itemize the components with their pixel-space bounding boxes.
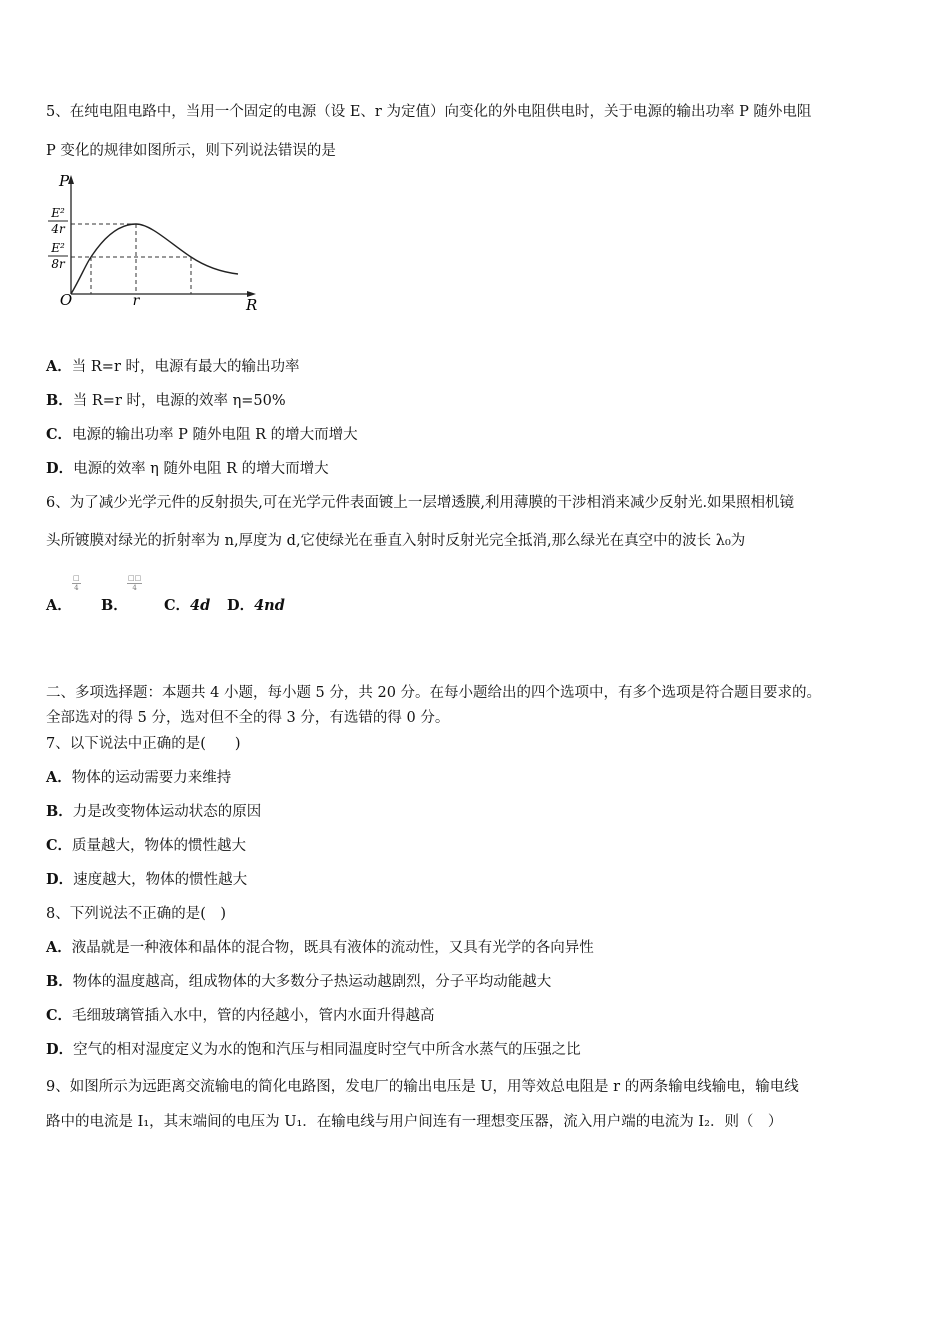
q9-stem-line2: 路中的电流是 I₁，其末端间的电压为 U₁．在输电线与用户间连有一理想变压器，流入用户端的电流为 I₂．则（ ） bbox=[46, 1114, 783, 1130]
q7-option-d: D．速度越大，物体的惯性越大 bbox=[46, 871, 248, 888]
y-axis-label: P bbox=[58, 172, 70, 190]
option-text: 电源的输出功率 P 随外电阻 R 的增大而增大 bbox=[72, 427, 358, 443]
q8-option-a: A．液晶就是一种液体和晶体的混合物，既具有液体的流动性，又具有光学的各向异性 bbox=[46, 939, 594, 956]
q6-option-b-fraction: □□ 4 bbox=[128, 574, 142, 592]
section2-heading-line1: 二、多项选择题：本题共 4 小题，每小题 5 分，共 20 分。在每小题给出的四个选项中，有多个选项是符合题目要求的。 bbox=[46, 685, 822, 701]
q8-option-b: B．物体的温度越高，组成物体的大多数分子热运动越剧烈，分子平均动能越大 bbox=[46, 973, 552, 990]
q6-option-a-label: A． bbox=[46, 597, 72, 614]
q8-option-d: D．空气的相对湿度定义为水的饱和汽压与相同温度时空气中所含水蒸气的压强之比 bbox=[46, 1041, 581, 1058]
q6-option-a-fraction: □ 4 bbox=[73, 574, 80, 592]
q5-stem-line2: P 变化的规律如图所示，则下列说法错误的是 bbox=[46, 143, 336, 159]
q7-option-b: B．力是改变物体运动状态的原因 bbox=[46, 803, 262, 820]
y-tick-high-den: 4r bbox=[51, 222, 65, 236]
q5-option-a bbox=[46, 358, 299, 376]
q6-option-b-label: B． bbox=[101, 597, 128, 614]
option-label: B． bbox=[46, 392, 73, 409]
option-label: C． bbox=[46, 426, 73, 443]
y-tick-low-den: 8r bbox=[51, 257, 65, 271]
q6-option-c: C．4d bbox=[164, 597, 211, 614]
option-text: 当 R=r 时，电源的效率 η=50% bbox=[72, 393, 286, 409]
y-tick-high-num: E² bbox=[51, 206, 65, 220]
option-text: 当 R=r 时，电源有最大的输出功率 bbox=[71, 359, 300, 375]
origin-label: O bbox=[59, 291, 73, 309]
q9-stem-line1: 9、如图所示为远距离交流输电的简化电路图，发电厂的输出电压是 U，用等效总电阻是 r 的两条输电线输电，输电线 bbox=[46, 1079, 799, 1095]
q5-option-d bbox=[46, 460, 329, 478]
option-label: A． bbox=[46, 358, 72, 375]
q5-stem-line1: 5、在纯电阻电路中，当用一个固定的电源（设 E、r 为定值）向变化的外电阻供电时，关于电源的输出功率 P 随外电阻 bbox=[46, 104, 812, 120]
power-curve bbox=[71, 224, 238, 294]
option-text: 电源的效率 η 随外电阻 R 的增大而增大 bbox=[73, 461, 329, 477]
q5-option-c bbox=[46, 426, 358, 444]
q7-option-a: A．物体的运动需要力来维持 bbox=[46, 769, 232, 786]
q6-stem-line2: 头所镀膜对绿光的折射率为 n,厚度为 d,它使绿光在垂直入射时反射光完全抵消,那么绿光在真空中的波长 λ₀为 bbox=[46, 533, 746, 549]
q7-stem: 7、以下说法中正确的是( ) bbox=[46, 736, 241, 752]
q6-option-d: D．4nd bbox=[227, 597, 285, 614]
x-axis-label: R bbox=[246, 296, 258, 314]
q7-option-c: C．质量越大，物体的惯性越大 bbox=[46, 837, 247, 854]
q8-option-c: C．毛细玻璃管插入水中，管的内径越小，管内水面升得越高 bbox=[46, 1007, 435, 1024]
q6-stem-line1: 6、为了减少光学元件的反射损失,可在光学元件表面镀上一层增透膜,利用薄膜的干涉相消来减少反射光.如果照相机镜 bbox=[46, 495, 795, 511]
section2-heading-line2: 全部选对的得 5 分，选对但不全的得 3 分，有选错的得 0 分。 bbox=[46, 710, 450, 726]
y-tick-low-num: E² bbox=[51, 241, 65, 255]
q8-stem: 8、下列说法不正确的是( ) bbox=[46, 906, 227, 922]
x-tick-r: r bbox=[132, 293, 140, 309]
option-label: D． bbox=[46, 460, 74, 477]
q5-option-b bbox=[46, 392, 286, 410]
power-vs-resistance-graph bbox=[46, 172, 266, 321]
